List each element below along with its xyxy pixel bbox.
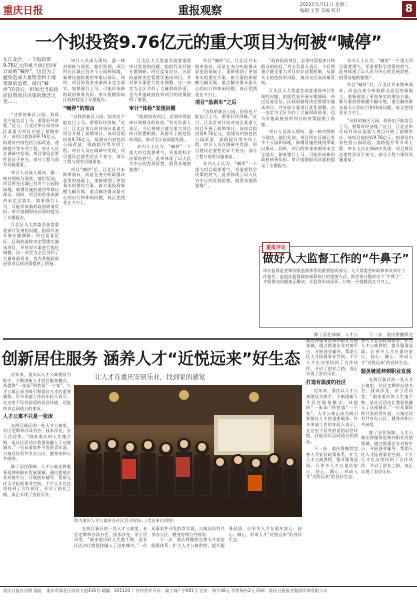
- story1-subhead: “喊停”的理由: [63, 105, 95, 112]
- paragraph: 审计人员深入现场，逐一核对图纸与现状。他们发现，项目所在区域已有多个公园和绿地，新增设施的使用率难以保证。同时，项目的资金来源尚未完全落实，如果强行上马，可能形成新的政府债务负担。审计组随即向区政府提交了专题报告。: [3, 169, 59, 220]
- paragraph: 江北区人大常委会高度重视审计发现的问题，组织代表开展专题调研。经过反复论证，区政府最终决定暂缓实施该项目，并对原方案进行优化调整。这一决定为全区节约了大量财政资金，也为其他政府投资项目的决策提供了借鉴。: [261, 87, 335, 127]
- editorial-headline: 做好人大监督工作的“牛鼻子”: [262, 252, 410, 265]
- story2-column-2: [306, 332, 358, 584]
- editorial-body: 审计监督是党和国家监督体系的重要组成部分。人大常委会听取和审议审计工作报告，是依法监督政府预算执行的重要方式。抓住审计整改这个“牛鼻子”，才能推动问题真正解决，让监督形成闭环，让每一分钱都花在刀刃上。: [263, 268, 406, 284]
- story2-subhead: 服务链延伸到职业发展: [361, 368, 412, 375]
- story2-subhead: 人才公寓不只是一张床: [3, 414, 54, 421]
- story2-photo-footer-columns: [74, 526, 302, 584]
- paragraph: 近年来，重庆以人才公寓建设为抓手，不断创新人才居住服务模式。从提供“一张床”到营造“一个家”，人才公寓正成为吸引和留住人才的重要载体。许多来渝工作的年轻人表示，在这里不仅有舒适的居住环境，还能结识志同道合的朋友。: [306, 388, 358, 444]
- story1-column-4: [195, 58, 257, 332]
- story1-column-2: [63, 58, 125, 332]
- paragraph: “这样的新区公园，投资也不能盲目上马，要算好经济账。”近日，江北区审计局对该区某重大项目开展了前期审计。该项目拟投资9.76亿元，拟建设内容包括公园改造、道路提升等多项工程。审计人员在调研中发现，项目建设必要性论证不充分，部分工程与现有设施重复。: [339, 117, 413, 163]
- paragraph: 业内人士认为，“喊停”一个重大项目需要勇气，更需要科学决策的底气。此举体现了以人民为中心的发展思想，值得各地借鉴推广。: [129, 144, 191, 172]
- paragraph: 下一步，重庆将继续完善人才安居政策体系，扩大人才公寓供给，提升服务品质，让更多人才在重庆安心、舒心、顺心，形成人才“近悦远来”的良好生态。: [361, 332, 413, 365]
- group-photo: [74, 385, 302, 517]
- paragraph: 近年来，重庆以人才公寓建设为抓手，不断创新人才居住服务模式。从提供“一张床”到营造“一个家”，人才公寓正成为吸引和留住人才的重要载体。许多来渝工作的年轻人表示，在这里不仅有舒适的居住环境，还能结识志同道合的朋友。: [3, 372, 71, 411]
- story1-column-5: [261, 58, 335, 244]
- story1-column-3: [129, 58, 191, 332]
- story1-lead: 在江北区，一个拟投资9.76亿元的重大项目因审计而被“喊停”，这是为了避免造成大量资金和土地资源的浪费。项目“喊停”的背后，折射出当前政府投资项目决策的理念之变……: [3, 58, 59, 105]
- story1-headline: 一个拟投资9.76亿元的重大项目为何被“喊停”: [35, 33, 382, 53]
- paragraph: 业内人士认为，“喊停”一个重大项目需要勇气，更需要科学决策的底气。此举体现了以人民为中心的发展思想，值得各地借鉴推广。: [339, 58, 413, 80]
- paragraph: 审计人员深入现场，逐一核对图纸与现状。他们发现，项目所在区域已有多个公园和绿地，新增设施的使用率难以保证。同时，项目的资金来源尚未完全落实，如果强行上马，可能形成新的政府债务负担。审计组随即向区政府提交了专题报告。: [261, 129, 335, 168]
- issue-date: 2022年5月11日 星期三: [300, 3, 349, 8]
- paragraph: “这样的新区公园，投资也不能盲目上马，要算好经济账。”近日，江北区审计局对该区某重大项目开展了前期审计。该项目拟投资9.76亿元，拟建设内容包括公园改造、道路提升等多项工程。审计人员在调研中发现，项目建设必要性论证不充分，部分工程与现有设施重复。: [195, 108, 257, 159]
- story2-column-3: [361, 332, 413, 584]
- editor-line: 编辑 主管 美编 校对: [300, 8, 341, 14]
- paragraph: 除了居住保障，人才公寓还将服务延伸到职业发展领域。通过搭建企业对接平台、开展创业辅导，帮助入住人才拓展事业空间。不少人才在这里找到了合作伙伴，开启了创业之路，真正实现了安居乐业。: [3, 463, 71, 497]
- paragraph: 在两江新区的一处人才公寓里，社区定期举办读书会、技术沙龙、亲子活动等。“刚来重庆时人生地不熟，是社区活动让我很快融入了这座城市。”一位从事软件开发的青年说。公寓还设有共享办公区、健身房和公共厨房。: [3, 422, 71, 462]
- page-number: 8: [402, 1, 416, 17]
- paragraph: 在两江新区的一处人才公寓里，社区定期举办读书会、技术沙龙、亲子活动等。“刚来重庆时人生地不熟，是社区活动让我很快融入了这座城市。”一位从事软件开发的青年说。公寓还设有共享办公区、健身房和公共厨房。: [361, 377, 413, 427]
- editorial-label: 重报评论: [262, 242, 290, 253]
- paragraph: “政府投资项目，必须经得起审计和群众的检验。”有关负责人表示，今后将建立健全重大项目审计前置机制，从源头上防范投资风险，推动全区高质量发展。: [129, 114, 191, 142]
- paragraph: “这样的新区公园，投资也不能盲目上马，要算好经济账。”近日，江北区审计局对该区某重大项目开展了前期审计。该项目拟投资9.76亿元，拟建设内容包括公园改造、道路提升等多项工程。审计人员在调研中发现，项目建设必要性论证不充分，部分工程与现有设施重复。: [3, 112, 59, 168]
- paragraph: “这样的新区公园，投资也不能盲目上马，要算好经济账。”近日，江北区审计局对该区某重大项目开展了前期审计。该项目拟投资9.76亿元，拟建设内容包括公园改造、道路提升等多项工程。审计人员在调研中发现，项目建设必要性论证不充分，部分工程与现有设施重复。: [63, 114, 125, 165]
- paragraph: 在两江新区的一处人才公寓里，社区定期举办读书会、技术沙龙、亲子活动等。“刚来重庆时人生地不熟，是社区活动让我很快融入了这座城市。”一位从事软件开发的青年说。公寓还设有共享办公区、健身房和公共厨房。: [74, 526, 225, 548]
- page-footer: 重庆日报社出版 地址：重庆市渝北区同茂大道416号 邮编：401120 广告经营许可证：渝工商广字001号 定价：每月48元 零售每份2元 印刷：重庆日报报业集团印务有限公司: [0, 586, 417, 600]
- story1-subhead: 审计“体检”发现问题: [129, 105, 176, 112]
- paragraph: 项目“喊停”后，江北区并未简单放弃，而是在充分听取群众意见的基础上，重新规划了更加务实的建设方案。新方案投资规模大幅压缩，重点解决群众最关心的出行和休闲问题，真正把钱花在刀刃上。: [63, 166, 125, 206]
- section-title: 重报观察: [178, 4, 222, 17]
- story1-subhead: 项目“急刹车”之后: [195, 100, 237, 107]
- paragraph: “政府投资项目，必须经得起审计和群众的检验。”有关负责人表示，今后将建立健全重大项目审计前置机制，从源头上防范投资风险，推动全区高质量发展。: [261, 58, 335, 86]
- story1-column-1: [3, 112, 59, 332]
- story1-column-6: [339, 58, 413, 244]
- paragraph: 项目“喊停”后，江北区并未简单放弃，而是在充分听取群众意见的基础上，重新规划了更加务实的建设方案。新方案投资规模大幅压缩，重点解决群众最关心的出行和休闲问题，真正把钱花在刀刃上。: [339, 82, 413, 116]
- paragraph: 江北区人大常委会高度重视审计发现的问题，组织代表开展专题调研。经过反复论证，区政府最终决定暂缓实施该项目，并对原方案进行优化调整。这一决定为全区节约了大量财政资金，也为其他政府投资项目的决策提供了借鉴。: [129, 58, 191, 103]
- story2-subhead: 打造有温度的社区: [306, 379, 347, 386]
- story2-headline: 创新居住服务 涵养人才“近悦远来”好生态: [1, 349, 301, 368]
- story2-column-1: [3, 372, 71, 582]
- photo-caption: 图为重庆人才公寓举办社区活动现场。（受访单位供图）: [74, 518, 177, 523]
- story2-kicker: 让人才在重庆安居乐业，找到家的感觉: [94, 373, 206, 381]
- paragraph: 审计人员深入现场，逐一核对图纸与现状。他们发现，项目所在区域已有多个公园和绿地，新增设施的使用率难以保证。同时，项目的资金来源尚未完全落实，如果强行上马，可能形成新的政府债务负担。审计组随即向区政府提交了专题报告。: [63, 58, 125, 103]
- paragraph: 项目“喊停”后，江北区并未简单放弃，而是在充分听取群众意见的基础上，重新规划了更加务实的建设方案。新方案投资规模大幅压缩，重点解决群众最关心的出行和休闲问题，真正把钱花在刀刃上。: [195, 58, 257, 97]
- paragraph: 江北区人大常委会高度重视审计发现的问题，组织代表开展专题调研。经过反复论证，区政府最终决定暂缓实施该项目，并对原方案进行优化调整。这一决定为全区节约了大量财政资金，也为其他政府投资项目的决策提供了借鉴。: [3, 222, 59, 267]
- group-photo-illustration: [74, 385, 302, 517]
- newspaper-logo: 重庆日报: [3, 6, 43, 17]
- paragraph: 除了居住保障，人才公寓还将服务延伸到职业发展领域。通过搭建企业对接平台、开展创业辅导，帮助入住人才拓展事业空间。不少人才在这里找到了合作伙伴，开启了创业之路，真正实现了安居乐业。: [361, 429, 413, 474]
- paragraph: 下一步，重庆将继续完善人才安居政策体系，扩大人才公寓供给，提升服务品质，让更多人才在重庆安心、舒心、顺心，形成人才“近悦远来”的良好生态。: [306, 446, 358, 480]
- paragraph: 除了居住保障，人才公寓还将服务延伸到职业发展领域。通过搭建企业对接平台、开展创业辅导，帮助入住人才拓展事业空间。不少人才在这里找到了合作伙伴，开启了创业之路，真正实现了安居乐业。: [306, 332, 358, 377]
- paragraph: 业内人士认为，“喊停”一个重大项目需要勇气，更需要科学决策的底气。此举体现了以人民为中心的发展思想，值得各地借鉴推广。: [195, 161, 257, 189]
- paragraph: 下一步，重庆将继续完善人才安居政策体系，扩大人才公寓供给，提升服务品质，让更多人才在重庆安心、舒心、顺心，形成人才“近悦远来”的良好生态。: [151, 526, 302, 548]
- date-info: [300, 3, 400, 14]
